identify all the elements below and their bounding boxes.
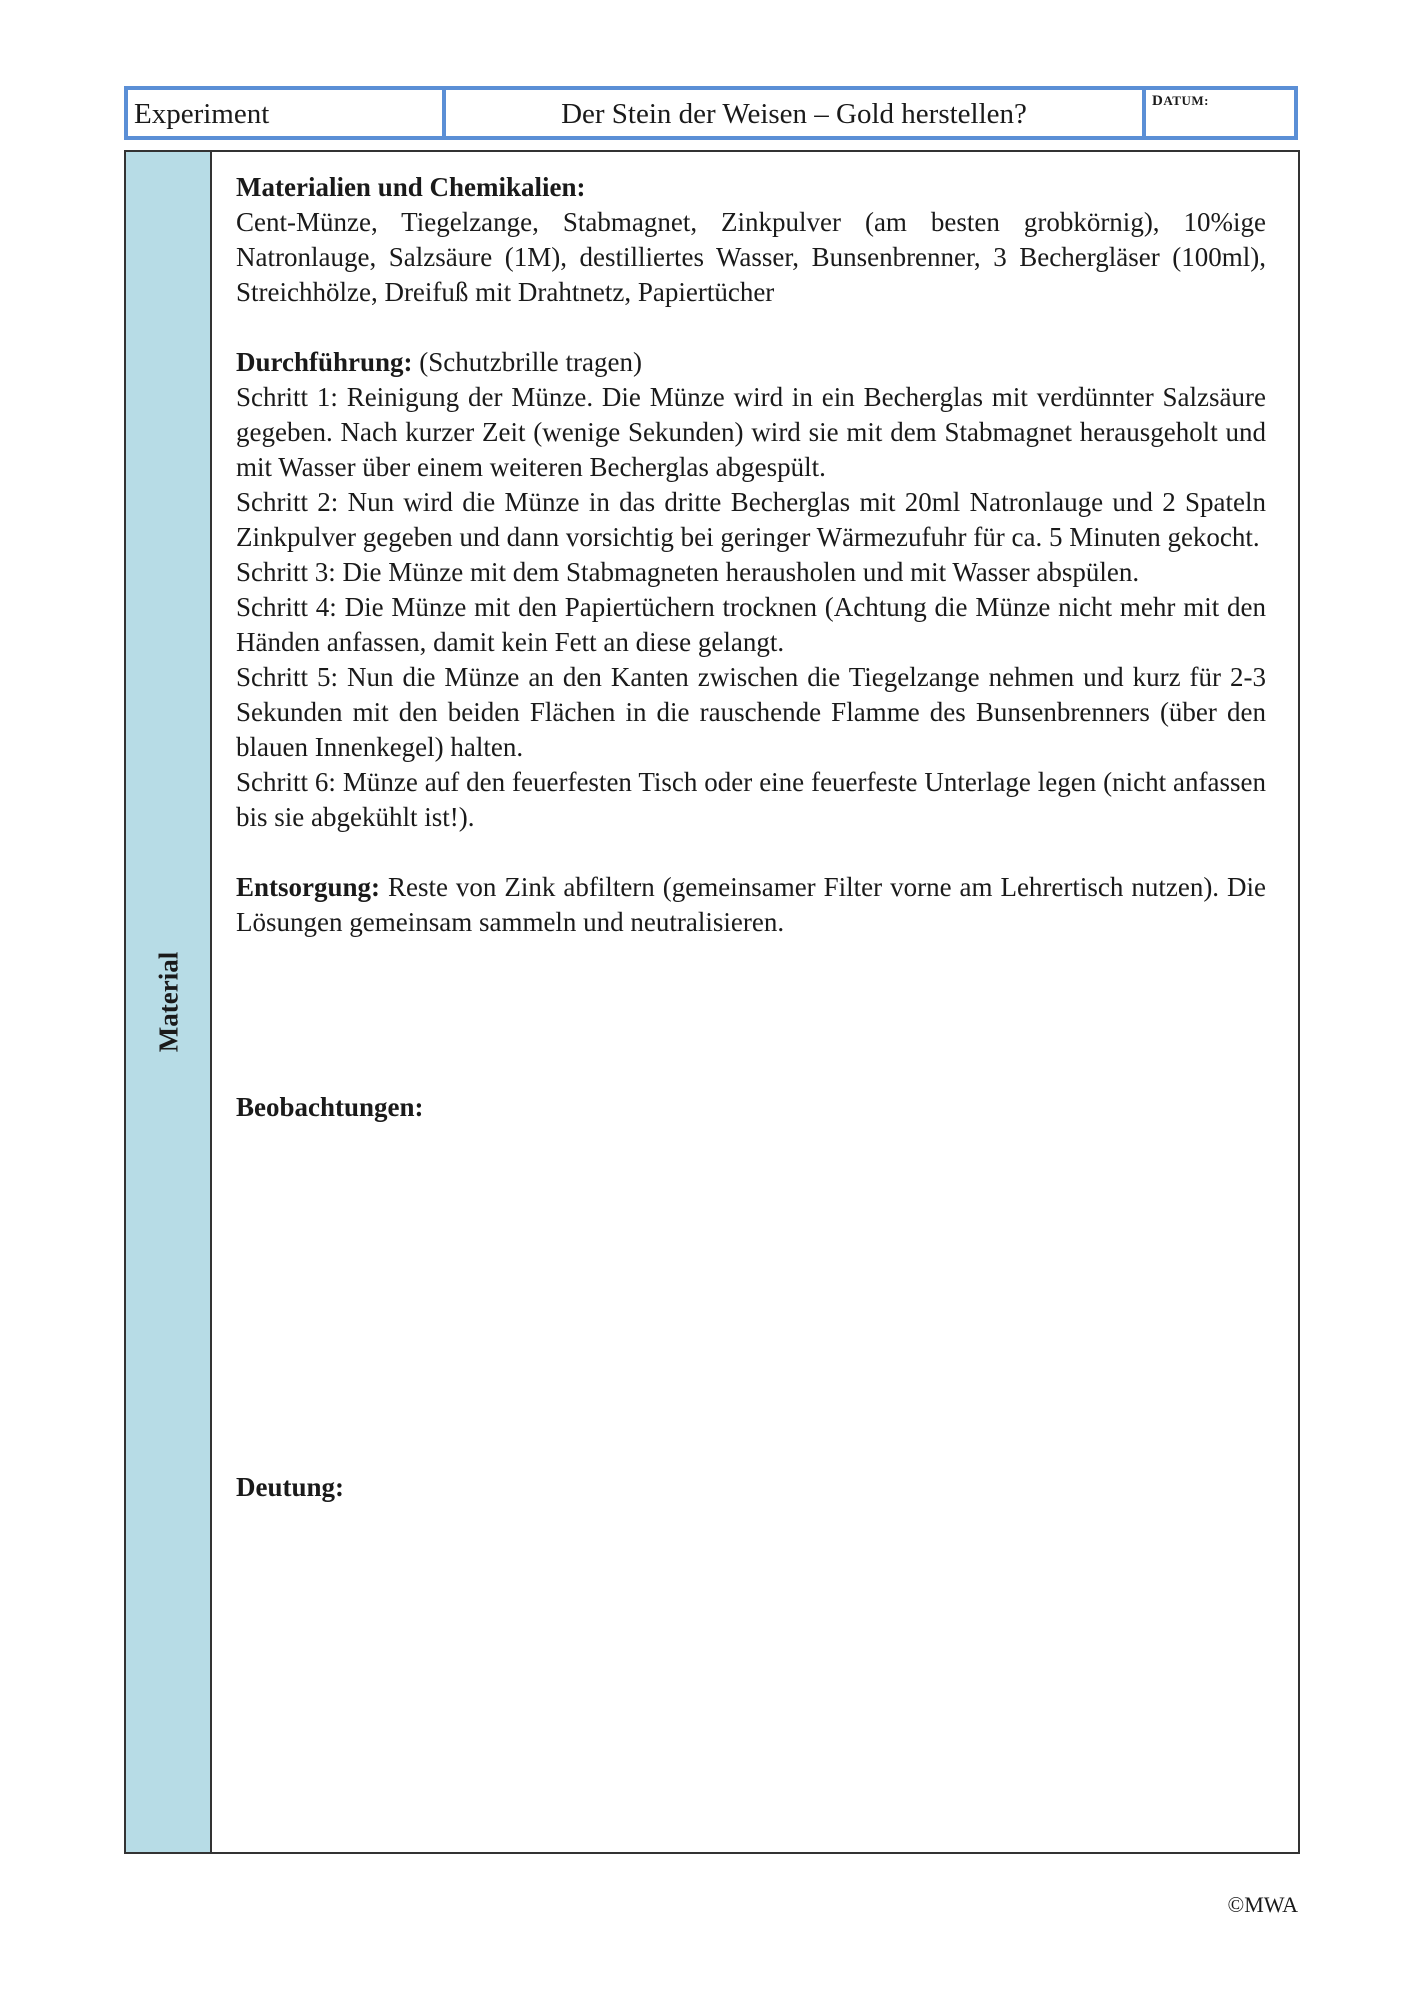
- title-cell: [442, 86, 1146, 140]
- content-area: [236, 170, 1266, 940]
- copyright-footer: ©MWA: [1227, 1892, 1298, 1917]
- observations-heading: Beobachtungen:: [236, 1092, 424, 1122]
- procedure-step-4: Schritt 4: Die Münze mit den Papiertüchern trocknen (Achtung die Münze nicht mehr mit den Händen anfassen, damit kein Fett an diese gelangt.: [236, 592, 1266, 657]
- materials-section: [236, 170, 1266, 310]
- sidebar-label: Material: [153, 951, 184, 1053]
- header-table: [124, 86, 1298, 146]
- worksheet-frame: [124, 150, 1300, 1854]
- procedure-step-3: Schritt 3: Die Münze mit dem Stabmagneten herausholen und mit Wasser abspülen.: [236, 557, 1140, 587]
- date-cell[interactable]: [1142, 86, 1298, 140]
- procedure-step-2: Schritt 2: Nun wird die Münze in das dritte Becherglas mit 20ml Natronlauge und 2 Spateln Zinkpulver gegeben und dann vorsichtig bei geringer Wärmezufuhr für ca. 5 Minuten gekocht.: [236, 487, 1266, 552]
- procedure-step-5: Schritt 5: Nun die Münze an den Kanten zwischen die Tiegelzange nehmen und kurz für 2-3 Sekunden mit den beiden Flächen in die rauschende Flamme des Bunsenbrenners (über den blauen Innenkegel) halten.: [236, 662, 1266, 762]
- date-label-initial: D: [1152, 93, 1164, 109]
- disposal-heading: Entsorgung:: [236, 872, 381, 902]
- materials-text: Cent-Münze, Tiegelzange, Stabmagnet, Zinkpulver (am besten grobkörnig), 10%ige Natronlauge, Salzsäure (1M), destilliertes Wasser, Bunsenbrenner, 3 Bechergläser (100ml), Streichhölze, Dreifuß mit Drahtnetz, Papiertücher: [236, 207, 1266, 307]
- procedure-section: [236, 345, 1266, 835]
- disposal-section: [236, 870, 1266, 940]
- materials-heading: Materialien und Chemikalien:: [236, 172, 586, 202]
- procedure-heading: Durchführung:: [236, 347, 413, 377]
- experiment-type-label: Experiment: [134, 98, 270, 130]
- procedure-step-6: Schritt 6: Münze auf den feuerfesten Tisch oder eine feuerfeste Unterlage legen (nicht anfassen bis sie abgekühlt ist!).: [236, 767, 1266, 832]
- disposal-text: Reste von Zink abfiltern (gemeinsamer Filter vorne am Lehrertisch nutzen). Die Lösungen gemeinsam sammeln und neutralisieren.: [236, 872, 1266, 937]
- experiment-type-cell: [124, 86, 446, 140]
- page-title: Der Stein der Weisen – Gold herstellen?: [561, 98, 1027, 130]
- date-label-rest: ATUM:: [1163, 93, 1209, 108]
- interpretation-heading: Deutung:: [236, 1472, 345, 1502]
- procedure-note: (Schutzbrille tragen): [412, 347, 642, 377]
- procedure-step-1: Schritt 1: Reinigung der Münze. Die Münze wird in ein Becherglas mit verdünnter Salzsäure gegeben. Nach kurzer Zeit (wenige Sekunden) wird sie mit dem Stabmagnet herausgeholt und mit Wasser über einem weiteren Becherglas abgespült.: [236, 382, 1266, 482]
- sidebar: [126, 152, 212, 1852]
